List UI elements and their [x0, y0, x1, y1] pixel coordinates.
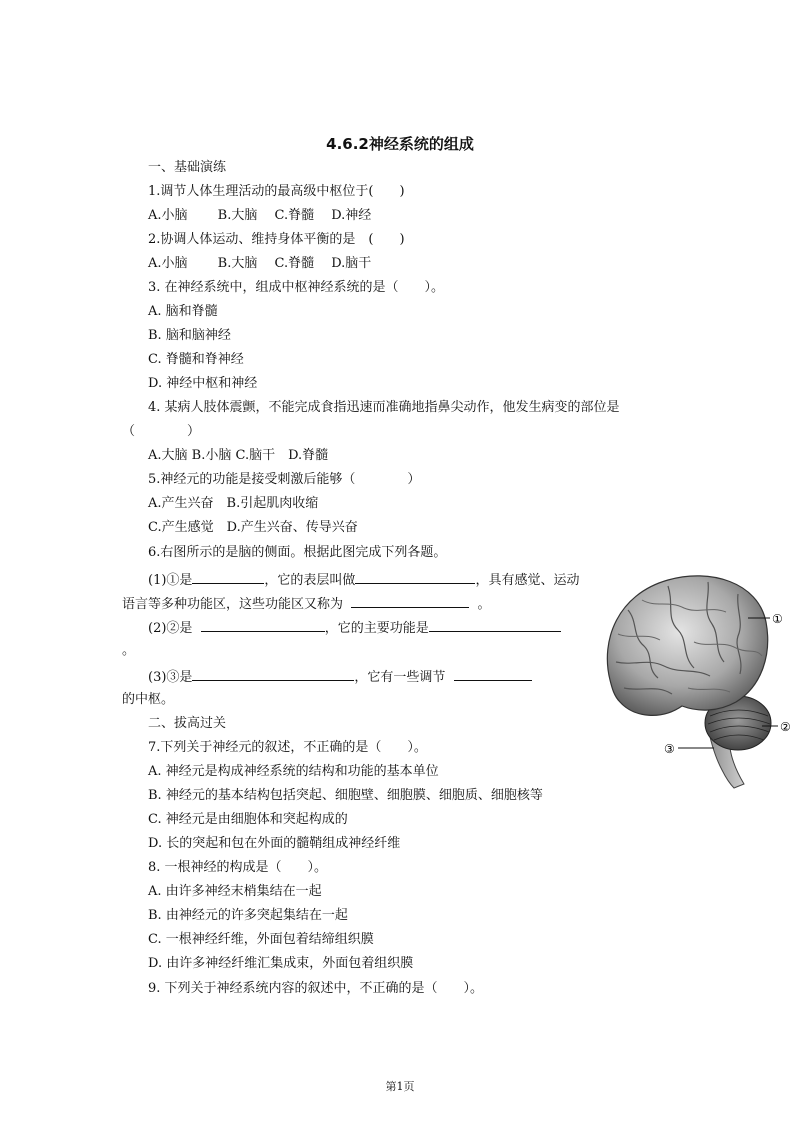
answer-blank[interactable]	[201, 618, 325, 632]
figure-label-3: ③	[664, 742, 675, 756]
question-1-options: A.小脑 B.大脑 C.脊髓 D.神经	[148, 208, 372, 223]
page-title: 4.6.2神经系统的组成	[326, 135, 474, 153]
answer-blank[interactable]	[351, 594, 469, 608]
question-8-option-a: A. 由许多神经末梢集结在一起	[148, 884, 322, 899]
question-8-option-c: C. 一根神经纤维，外面包着结缔组织膜	[148, 932, 374, 947]
question-4-answer-paren: （ ）	[122, 424, 201, 439]
question-3-option-d: D. 神经中枢和神经	[148, 376, 258, 391]
question-6-part-1-line-2: 语言等多种功能区，这些功能区又称为 。	[122, 594, 491, 614]
question-6-part-2-line-1: (2)②是 ，它的主要功能是	[148, 618, 561, 638]
question-5-stem: 5.神经元的功能是接受刺激后能够（ ）	[148, 472, 421, 487]
question-1-stem: 1.调节人体生理活动的最高级中枢位于( )	[148, 184, 405, 199]
question-3-option-a: A. 脑和脊髓	[148, 304, 218, 319]
answer-blank[interactable]	[192, 667, 354, 681]
question-3-option-b: B. 脑和脑神经	[148, 328, 231, 343]
question-4-options: A.大脑 B.小脑 C.脑干 D.脊髓	[148, 448, 329, 463]
cerebrum-shape	[607, 576, 767, 716]
section-heading-advanced: 二、拔高过关	[148, 716, 227, 731]
page-number: 第1页	[385, 1080, 415, 1093]
question-3-option-c: C. 脊髓和脊神经	[148, 352, 244, 367]
question-7-option-b: B. 神经元的基本结构包括突起、细胞壁、细胞膜、细胞质、细胞核等	[148, 788, 543, 803]
answer-blank[interactable]	[429, 618, 561, 632]
answer-blank[interactable]	[192, 570, 264, 584]
answer-blank[interactable]	[454, 667, 532, 681]
question-6-part-3-line-2: 的中枢。	[122, 692, 175, 707]
question-8-option-d: D. 由许多神经纤维汇集成束，外面包着组织膜	[148, 956, 414, 971]
figure-label-2: ②	[780, 720, 791, 734]
question-6-part-2-line-2: 。	[122, 643, 136, 658]
question-7-option-c: C. 神经元是由细胞体和突起构成的	[148, 812, 348, 827]
question-7-stem: 7.下列关于神经元的叙述，不正确的是（ ）。	[148, 740, 427, 755]
question-6-stem: 6.右图所示的是脑的侧面。根据此图完成下列各题。	[148, 545, 447, 560]
question-7-option-a: A. 神经元是构成神经系统的结构和功能的基本单位	[148, 764, 439, 779]
question-8-option-b: B. 由神经元的许多突起集结在一起	[148, 908, 348, 923]
section-heading-basic: 一、基础演练	[148, 160, 227, 175]
question-6-part-1-line-1: (1)①是 ，它的表层叫做 ，具有感觉、运动	[148, 570, 579, 590]
question-2-options: A.小脑 B.大脑 C.脊髓 D.脑干	[148, 256, 372, 271]
brain-lateral-diagram	[598, 570, 794, 790]
question-5-options-line-1: A.产生兴奋 B.引起肌肉收缩	[148, 496, 319, 511]
question-2-stem: 2.协调人体运动、维持身体平衡的是 ( )	[148, 232, 405, 247]
question-7-option-d: D. 长的突起和包在外面的髓鞘组成神经纤维	[148, 836, 401, 851]
question-5-options-line-2: C.产生感觉 D.产生兴奋、传导兴奋	[148, 520, 358, 535]
question-6-part-3-line-1: (3)③是 ，它有一些调节	[148, 667, 532, 687]
question-3-stem: 3. 在神经系统中，组成中枢神经系统的是（ ）。	[148, 280, 445, 295]
question-4-stem: 4. 某病人肢体震颤，不能完成食指迅速而准确地指鼻尖动作，他发生病变的部位是	[148, 400, 620, 415]
figure-label-1: ①	[772, 612, 783, 626]
question-8-stem: 8. 一根神经的构成是（ ）。	[148, 860, 328, 875]
question-9-stem: 9. 下列关于神经系统内容的叙述中，不正确的是（ ）。	[148, 981, 484, 996]
answer-blank[interactable]	[355, 570, 475, 584]
